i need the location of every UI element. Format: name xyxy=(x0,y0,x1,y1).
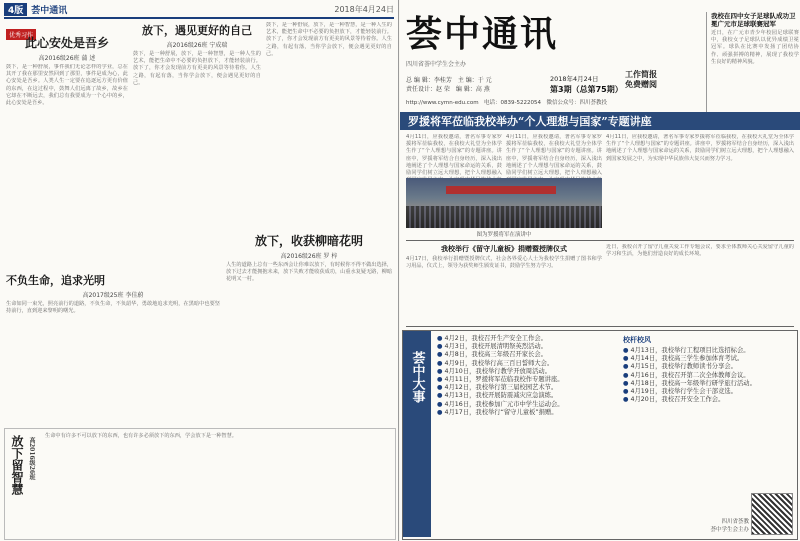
list-item: ● 4月18日，我校高一年级举行研学旅行活动。 xyxy=(623,379,756,387)
issue-date: 2018年4月24日 xyxy=(550,75,599,83)
page-number: 4版 xyxy=(4,3,27,16)
bullet-icon: ● xyxy=(623,388,629,396)
bullet-icon: ● xyxy=(437,359,443,367)
section-rule xyxy=(406,326,794,327)
footer-note: 四川省荟教 荟中学生会主办 xyxy=(710,519,749,533)
masthead-title: 荟中通讯 xyxy=(406,13,559,55)
bullet-icon: ● xyxy=(623,347,629,354)
column-tag: 优秀习作 xyxy=(6,22,36,41)
list-item: ● 4月10日，我校举行教学开放周活动。 xyxy=(437,367,551,375)
article-title: 此心安处是吾乡 xyxy=(24,36,109,50)
list-item: ● 4月2日，我校召开生产安全工作会。 xyxy=(437,335,547,342)
right-page xyxy=(400,0,800,541)
news-events-box xyxy=(402,330,798,540)
article-body: 鼓下，是一种舒展，事件我们无论怎样的学业，总在其开了我在那里安然回到了那里，事件是成为心，此心安处是吾乡。人类人生一定要在追逐远方更有价值的东西，在这过程中，鼓舞人们远离了故乡，故乡在它却在不断远去，我们总有我要成为一个心中的乡，此心安处是吾乡。 xyxy=(6,64,128,107)
bullet-icon: ● xyxy=(437,400,443,408)
article-body: 生命中有许多不可以放下的东西，也有许多必须放下的东西，学会放下是一种智慧。 xyxy=(45,433,237,439)
article-title: 不负生命，追求光明 xyxy=(6,274,105,287)
tag-label: 工作简报 xyxy=(625,70,657,79)
article-title: 放下留智慧 xyxy=(10,435,24,495)
bullet-icon: ● xyxy=(437,343,443,351)
bullet-icon: ● xyxy=(623,379,629,387)
list-item: ● 4月14日，我校高三学生参加体育考试。 xyxy=(623,355,744,363)
headline-banner xyxy=(400,112,800,130)
bullet-icon: ● xyxy=(437,408,443,416)
page-header xyxy=(4,2,394,16)
info-row: 责任设计：赵 荣 编 辑：高 燕 xyxy=(406,86,490,93)
list-item: ● 4月17日，我校举行“留守儿童板”捐赠。 xyxy=(437,408,558,416)
article-byline: 高2017级25班 李佳蔚 xyxy=(82,292,144,299)
stage-banner-shape xyxy=(446,186,556,194)
list-item: ● 4月13日，我校开展防震减灾应急演练。 xyxy=(437,392,558,400)
main-article-col-3 xyxy=(606,134,794,226)
bullet-icon: ● xyxy=(437,376,443,384)
article-body: 鼓下，是一种舒展，放下，是一种智慧，是一种人生的艺术，能把生命中不必要的负担放下，才能轻装前行。放下了，你才会发现前方有更美的风景等待着你。人生之路，有起有落，当你学会放下，便会遇见更好的自己。 xyxy=(133,51,261,86)
info-row: 总 编 辑：李桂芳 主 编：于 元 xyxy=(406,77,492,84)
article-5 xyxy=(4,428,396,540)
article-byline: 高2016级26班 xyxy=(28,437,35,481)
list-item: ● 4月11日，罗援将军莅临我校作专题讲座。 xyxy=(437,376,564,384)
list-item: ● 4月12日，我校举行第三届校园艺术节。 xyxy=(437,384,558,392)
article-title: 我校举行《留守儿童板》捐赠暨授牌仪式 xyxy=(441,245,567,253)
issue-date: 2018年4月24日 xyxy=(334,4,394,14)
qr-code-icon xyxy=(751,493,793,535)
paper-name: 荟中通讯 xyxy=(31,5,68,16)
bullet-icon: ● xyxy=(437,384,443,392)
article-body: 4月17日，我校举行捐赠暨授牌仪式，社会各界爱心人士为我校学生捐赠了图书和学习用品，仪式上，领导为获奖师生颁发证书，鼓励学生努力学习。 xyxy=(406,256,602,270)
masthead-tags xyxy=(618,70,664,90)
list-item: ● 4月16日，我校召开第二次全体教师会议。 xyxy=(623,371,750,379)
bullet-icon: ● xyxy=(437,351,443,359)
audience-shape xyxy=(406,206,602,228)
section-rule xyxy=(406,240,794,241)
news-list-left xyxy=(437,335,617,417)
bullet-icon: ● xyxy=(623,355,629,363)
headline: 罗援将军莅临我校举办“个人理想与国家”专题讲座 xyxy=(408,115,652,128)
bullet-icon: ● xyxy=(437,335,443,342)
news-heading: 荟中大事 xyxy=(409,351,425,403)
article-title: 放下，遇见更好的自己 xyxy=(142,24,252,37)
event-photo xyxy=(406,178,602,228)
right-article-3 xyxy=(606,244,794,322)
list-item: ● 4月16日，我校参加广元市中学生运动会。 xyxy=(437,400,564,408)
right-article-2 xyxy=(406,244,602,322)
article-title: 放下，收获柳暗花明 xyxy=(254,234,363,248)
list-item: ● 4月8日，我校高三年级召开家长会。 xyxy=(437,351,547,359)
article-1 xyxy=(6,34,128,266)
article-body: 近日，在广元市青少年校园足球联赛中，我校女子足球队以优异成绩卫冕冠军。球队在比赛中发扬了团结协作、顽强拼搏的精神，展现了我校学生良好的精神风貌。 xyxy=(711,30,799,65)
article-2 xyxy=(133,22,261,266)
bullet-icon: ● xyxy=(623,396,629,404)
header-rule xyxy=(4,17,394,19)
list-item: ● 4月15日，我校举行教师读书分享会。 xyxy=(623,363,737,371)
article-body: 生命如同一束光，照亮前行的道路，不负生命，不负韶华，勇敢地追求光明，在黑暗中也要坚持前行，直到迎来黎明的曙光。 xyxy=(6,301,220,315)
list-item: ● 4月20日，我校召开安全工作会。 xyxy=(623,396,725,404)
bullet-icon: ● xyxy=(437,392,443,400)
article-3 xyxy=(226,232,392,422)
news-right-title: 校杆校风 xyxy=(623,336,651,344)
side-article xyxy=(706,12,799,112)
article-body: 人生的道路上总有一些东西会让你难以放下，有时候你不得不做出选择，放下过去才能拥抱未来，放下失败才能收获成功，山重水复疑无路，柳暗花明又一村。 xyxy=(226,262,392,283)
tag-label: 免费赠阅 xyxy=(625,80,657,89)
masthead-subtitle: 四川省荟中学生会主办 xyxy=(406,61,467,68)
article-4 xyxy=(6,272,220,422)
article-body: 4月11日，应我校邀请，著名军事专家罗援将军莅临我校，在我校大礼堂为全体学生作了“个人理想与国家”的专题讲座。讲座中，罗援将军结合自身经历，深入浅出地阐述了个人理想与国家命运的关系，鼓励同学们树立远大理想，把个人理想融入 xyxy=(506,134,602,177)
photo-caption: 图为罗援将军在演讲中 xyxy=(476,232,532,238)
news-list-right xyxy=(623,335,791,404)
article-body: 鼓下，是一种舒展，放下，是一种智慧，是一种人生的艺术，能把生命中不必要的负担放下，才能轻装前行。放下了，你才会发现前方有更美的风景等待着你。人生之路，有起有落，当你学会放下，便会遇见更好的自己。 xyxy=(266,22,392,57)
article-byline: 高2016级26班 蒲 述 xyxy=(38,55,96,62)
article-body: 4月11日，应我校邀请，著名军事专家罗援将军莅临我校，在我校大礼堂为全体学生作了“个人理想与国家”的专题讲座。讲座中，罗援将军结合自身经历，深入浅出地阐述了个人理想与国家命运的关系，鼓励同学们树立远大理想，把个人理想融入 xyxy=(406,134,502,177)
article-body: 4月11日，应我校邀请，著名军事专家罗援将军莅临我校，在我校大礼堂为全体学生作了“个人理想与国家”的专题讲座。讲座中，罗援将军结合自身经历，深入浅出地阐述了个人理想与国家命运的关系，鼓励同学们树立远大理想，把个人理想融入到国家发展之中，为实现中华民族伟大复兴而努力学习。 xyxy=(606,134,794,162)
article-title: 我校在四中女子足球队成功卫冕广元市足球联赛冠军 xyxy=(711,12,796,28)
list-item: ● 4月13日，我校举行工程项目比选招标会。 xyxy=(623,347,750,354)
issue-number: 第3期（总第75期） xyxy=(550,85,623,94)
news-heading-strip xyxy=(403,331,431,537)
article-body: 近日，我校召开了留守儿童关爱工作专题会议，要求全体教师关心关爱留守儿童的学习和生活，为他们营造良好的成长环境。 xyxy=(606,244,794,258)
list-item: ● 4月19日，我校举行学生会干部竞选。 xyxy=(623,388,737,396)
left-page xyxy=(0,0,399,541)
masthead xyxy=(406,6,696,76)
bullet-icon: ● xyxy=(623,371,629,379)
list-item: ● 4月3日，我校开展清明祭英烈活动。 xyxy=(437,343,547,351)
bullet-icon: ● xyxy=(437,367,443,375)
article-2-continued xyxy=(266,22,392,266)
contact-line: http://www.cymn-edu.com 电话：0839-5222054 微信公众号：四川荟教投 xyxy=(406,100,608,106)
bullet-icon: ● xyxy=(623,363,629,371)
article-byline: 高2016级26班 罗 梓 xyxy=(280,253,338,260)
article-byline: 高2016级26班 宁成瑞 xyxy=(166,42,228,49)
list-item: ● 4月9日，我校举行高三百日誓师大会。 xyxy=(437,359,554,367)
